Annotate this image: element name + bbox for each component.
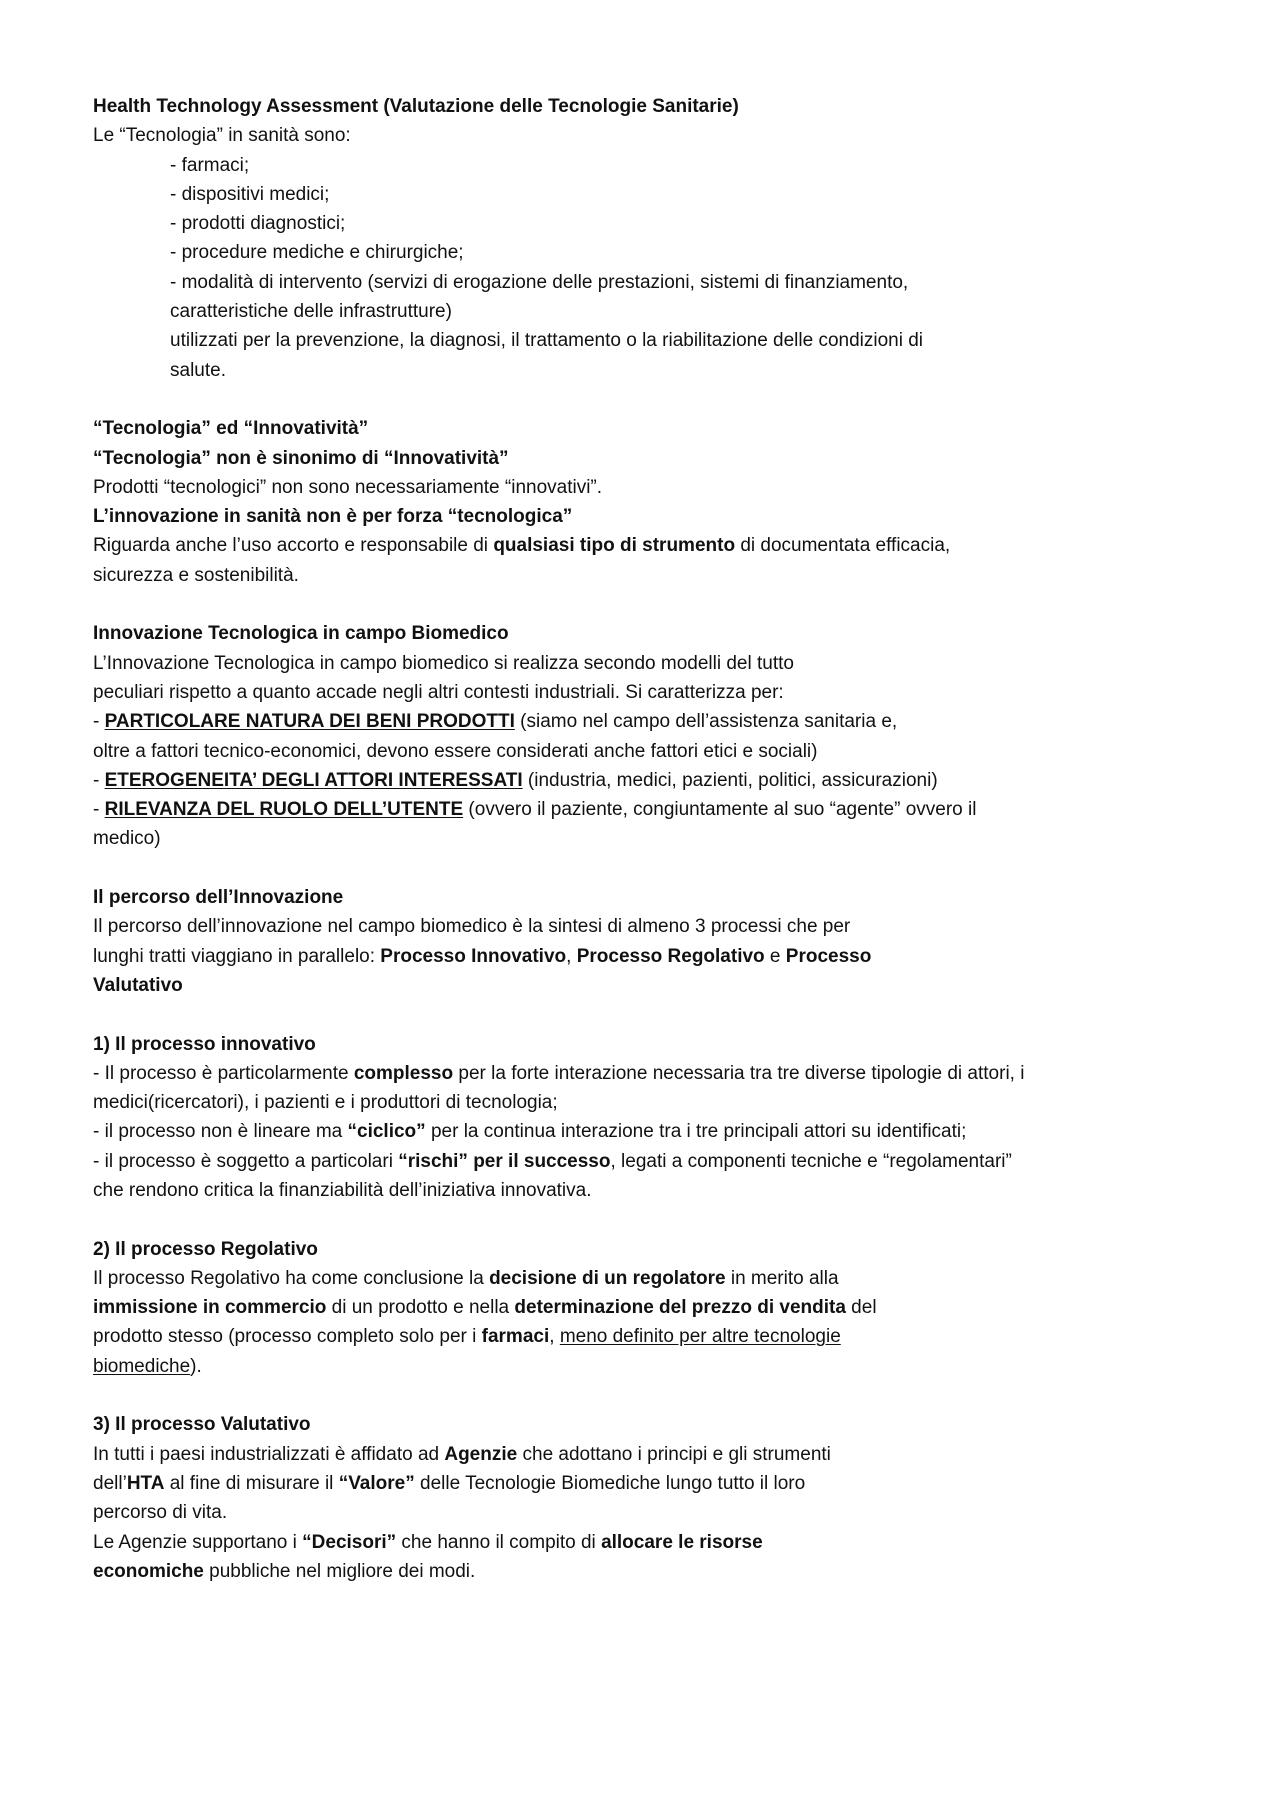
list-item: salute. xyxy=(170,359,226,381)
paragraph-line: Le Agenzie supportano i “Decisori” che hanno il compito di allocare le risorse xyxy=(93,1531,763,1553)
paragraph-line: Il processo Regolativo ha come conclusione la decisione di un regolatore in merito alla xyxy=(93,1267,839,1289)
section-processo-valutativo xyxy=(93,1410,1203,1586)
intro-line: Le “Tecnologia” in sanità sono: xyxy=(93,125,351,147)
section-tecnologia-innovativita xyxy=(93,414,1203,590)
bullet-line: - Il processo è particolarmente complesso per la forte interazione necessaria tra tre diverse tipologie di attori, i xyxy=(93,1062,1025,1084)
bullet-line: - il processo non è lineare ma “ciclico” per la continua interazione tra i tre principali attori su identificati; xyxy=(93,1121,967,1143)
paragraph-line: peculiari rispetto a quanto accade negli altri contesti industriali. Si caratterizza per: xyxy=(93,681,784,703)
bullet-line: - PARTICOLARE NATURA DEI BENI PRODOTTI (siamo nel campo dell’assistenza sanitaria e, xyxy=(93,711,898,733)
list-item: - prodotti diagnostici; xyxy=(170,213,346,235)
paragraph-line: medici(ricercatori), i pazienti e i produttori di tecnologia; xyxy=(93,1092,558,1114)
document-title: Health Technology Assessment (Valutazione delle Tecnologie Sanitarie) xyxy=(93,96,739,117)
paragraph-line: medico) xyxy=(93,828,161,850)
paragraph-line: Prodotti “tecnologici” non sono necessariamente “innovativi”. xyxy=(93,476,603,498)
section-percorso-innovazione xyxy=(93,883,1203,1000)
subheading: L’innovazione in sanità non è per forza “tecnologica” xyxy=(93,506,573,528)
paragraph-line: biomediche). xyxy=(93,1355,202,1377)
paragraph-line: lunghi tratti viaggiano in parallelo: Processo Innovativo, Processo Regolativo e Processo xyxy=(93,945,872,967)
paragraph-line: Riguarda anche l’uso accorto e responsabile di qualsiasi tipo di strumento di documentata efficacia, xyxy=(93,535,951,557)
list-item: - procedure mediche e chirurgiche; xyxy=(170,242,464,264)
section-innovazione-tecnologica xyxy=(93,619,1203,853)
list-item: - modalità di intervento (servizi di erogazione delle prestazioni, sistemi di finanziamento, xyxy=(170,271,909,293)
paragraph-line: dell’HTA al fine di misurare il “Valore” delle Tecnologie Biomediche lungo tutto il loro xyxy=(93,1472,806,1494)
technology-list xyxy=(93,151,1203,385)
list-item: - farmaci; xyxy=(170,154,250,176)
section-heading: “Tecnologia” ed “Innovatività” xyxy=(93,418,369,440)
paragraph-line: oltre a fattori tecnico-economici, devono essere considerati anche fattori etici e sociali) xyxy=(93,740,818,762)
section-heading: 2) Il processo Regolativo xyxy=(93,1238,318,1260)
list-item: caratteristiche delle infrastrutture) xyxy=(170,301,452,323)
subheading: “Tecnologia” non è sinonimo di “Innovatività” xyxy=(93,447,509,469)
paragraph-line: economiche pubbliche nel migliore dei modi. xyxy=(93,1560,476,1582)
paragraph-line: percorso di vita. xyxy=(93,1502,228,1524)
paragraph-line: Il percorso dell’innovazione nel campo biomedico è la sintesi di almeno 3 processi che per xyxy=(93,916,851,938)
paragraph-line: Valutativo xyxy=(93,974,183,996)
section-heading: Il percorso dell’Innovazione xyxy=(93,887,344,909)
document-page xyxy=(93,92,1203,1586)
bullet-line: - ETEROGENEITA’ DEGLI ATTORI INTERESSATI (industria, medici, pazienti, politici, assicurazioni) xyxy=(93,769,938,791)
section-processo-regolativo xyxy=(93,1235,1203,1381)
list-item: - dispositivi medici; xyxy=(170,183,330,205)
paragraph-line: sicurezza e sostenibilità. xyxy=(93,564,299,586)
paragraph-line: L’Innovazione Tecnologica in campo biomedico si realizza secondo modelli del tutto xyxy=(93,652,794,674)
section-heading: Innovazione Tecnologica in campo Biomedico xyxy=(93,623,509,645)
paragraph-line: In tutti i paesi industrializzati è affidato ad Agenzie che adottano i principi e gli strumenti xyxy=(93,1443,831,1465)
bullet-line: - RILEVANZA DEL RUOLO DELL’UTENTE (ovvero il paziente, congiuntamente al suo “agente” ovvero il xyxy=(93,799,977,821)
list-item: utilizzati per la prevenzione, la diagnosi, il trattamento o la riabilitazione delle condizioni di xyxy=(170,330,924,352)
section-processo-innovativo xyxy=(93,1030,1203,1206)
paragraph-line: che rendono critica la finanziabilità dell’iniziativa innovativa. xyxy=(93,1179,592,1201)
paragraph-line: prodotto stesso (processo completo solo per i farmaci, meno definito per altre tecnologie xyxy=(93,1326,841,1348)
bullet-line: - il processo è soggetto a particolari “rischi” per il successo, legati a componenti tecniche e “regolamentari” xyxy=(93,1150,1012,1172)
section-heading: 1) Il processo innovativo xyxy=(93,1033,316,1055)
section-heading: 3) Il processo Valutativo xyxy=(93,1414,311,1436)
paragraph-line: immissione in commercio di un prodotto e nella determinazione del prezzo di vendita del xyxy=(93,1297,877,1319)
